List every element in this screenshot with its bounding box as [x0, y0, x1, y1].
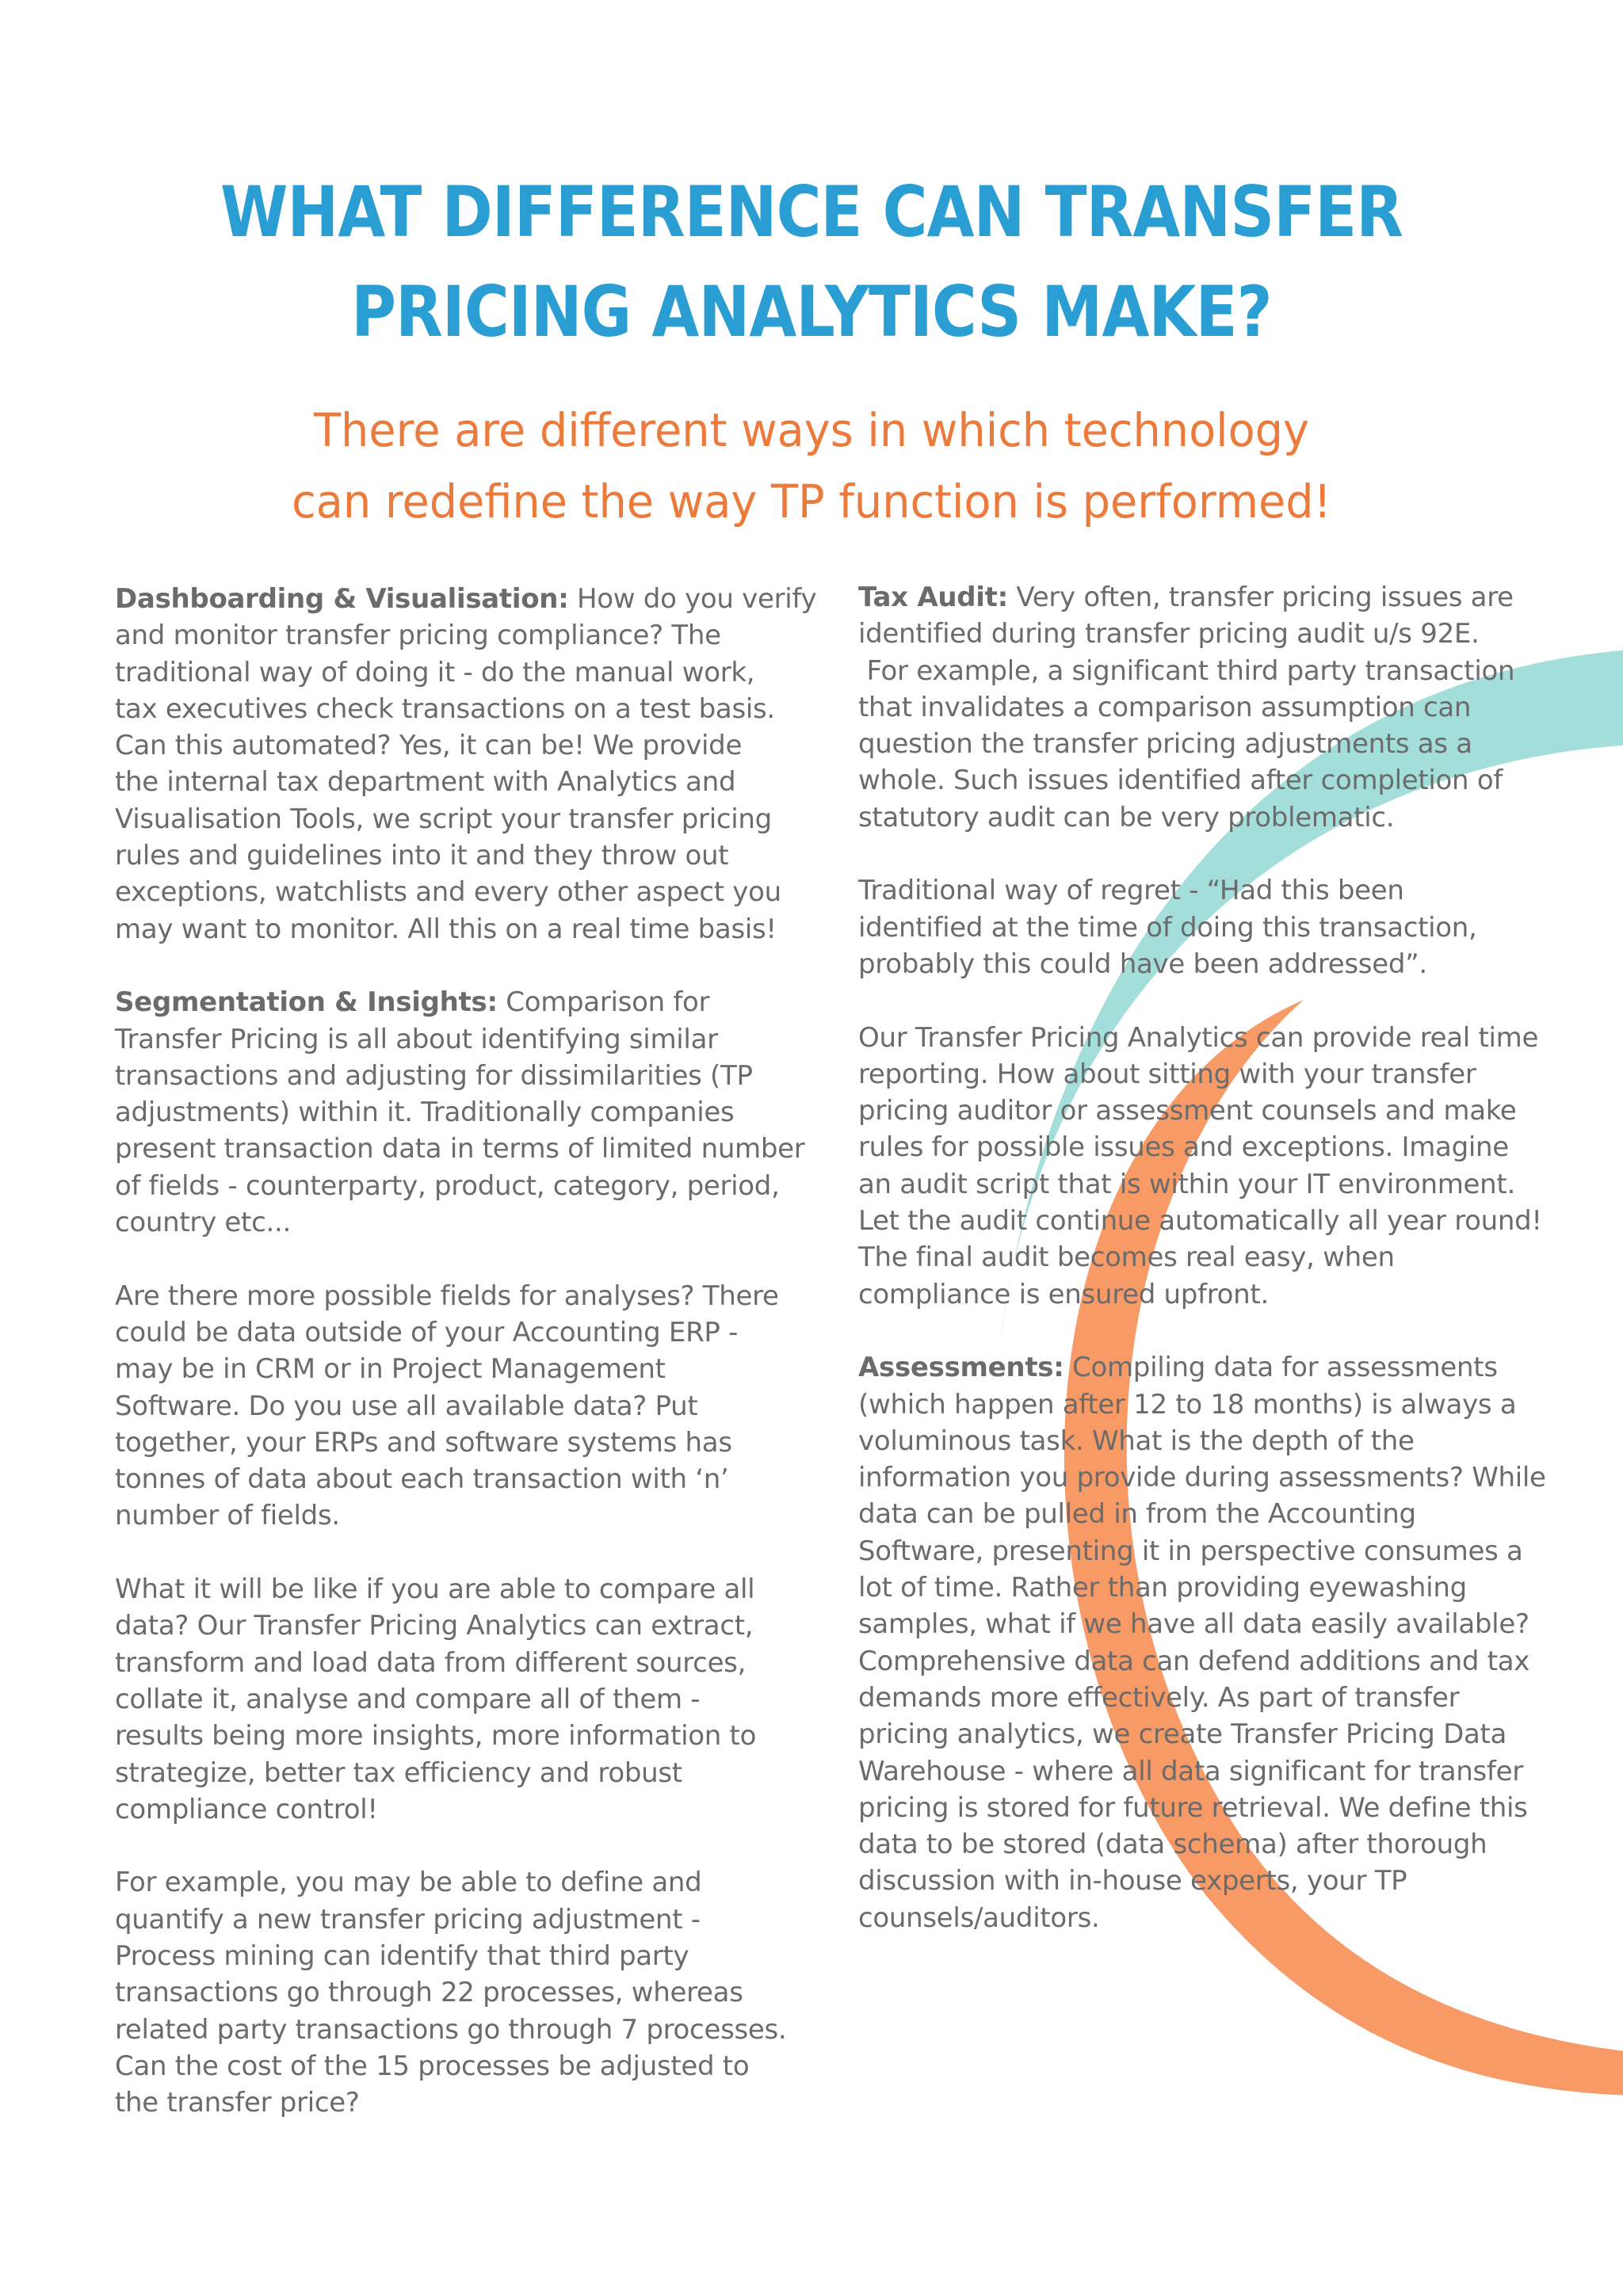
paragraph-text: How do you verify — [568, 583, 817, 615]
paragraph-line: probably this could have been addressed”. — [858, 948, 1427, 980]
paragraph-line: could be data outside of your Accounting ERP - — [115, 1316, 739, 1348]
paragraph-line: statutory audit can be very problematic. — [858, 801, 1395, 833]
paragraph-line: the internal tax department with Analytics and — [115, 766, 736, 799]
paragraph-line: rules for possible issues and exceptions. Imagine — [858, 1131, 1509, 1164]
paragraph-line: (which happen after 12 to 18 months) is always a — [858, 1388, 1517, 1421]
paragraph-line: may want to monitor. All this on a real time basis! — [115, 913, 777, 945]
paragraph-line: voluminous task. What is the depth of the — [858, 1425, 1415, 1457]
paragraph-line: rules and guidelines into it and they throw out — [115, 840, 729, 872]
paragraph-line: Traditional way of regret - “Had this been — [858, 875, 1404, 907]
segmentation-label: Segmentation & Insights: — [115, 986, 498, 1019]
real-time-paragraph — [858, 1020, 1571, 1313]
paragraph-line: related party transactions go through 7 processes. — [115, 2013, 787, 2046]
page-title — [0, 162, 1623, 362]
example-paragraph — [115, 1864, 804, 2121]
paragraph-line: country etc... — [115, 1207, 291, 1239]
tax-audit-paragraph — [858, 579, 1571, 836]
paragraph-line: collate it, analyse and compare all of them - — [115, 1683, 701, 1715]
paragraph-text: Comparison for — [497, 986, 710, 1019]
paragraph-line: For example, a significant third party transaction — [858, 654, 1515, 687]
paragraph-line: tax executives check transactions on a test basis. — [115, 692, 775, 725]
paragraph-line: For example, you may be able to define and — [115, 1867, 702, 1899]
paragraph-line: the transfer price? — [115, 2087, 360, 2119]
paragraph-line: transform and load data from different sources, — [115, 1646, 747, 1679]
paragraph-line: counsels/auditors. — [858, 1901, 1100, 1934]
paragraph-line: Let the audit continue automatically all year round! — [858, 1205, 1542, 1238]
paragraph-line: identified during transfer pricing audit u/s 92E. — [858, 618, 1480, 650]
paragraph-line: strategize, better tax efficiency and robust — [115, 1756, 682, 1789]
paragraph-line: data can be pulled in from the Accounting — [858, 1498, 1416, 1531]
paragraph-line — [115, 984, 804, 1020]
paragraph-line: that invalidates a comparison assumption can — [858, 691, 1472, 723]
left-column — [115, 581, 817, 2158]
paragraph-line: tonnes of data about each transaction with ‘n’ — [115, 1463, 729, 1496]
paragraph-line: Our Transfer Pricing Analytics can provide real time — [858, 1021, 1539, 1054]
paragraph-line: What it will be like if you are able to compare all — [115, 1573, 755, 1606]
paragraph-line: Software. Do you use all available data? Put — [115, 1390, 698, 1422]
paragraph-line: transactions and adjusting for dissimilarities (TP — [115, 1059, 753, 1092]
paragraph-line: number of fields. — [115, 1500, 340, 1532]
paragraph-line: pricing auditor or assessment counsels and make — [858, 1095, 1517, 1127]
paragraph-line: Can this automated? Yes, it can be! We provide — [115, 730, 743, 762]
paragraph-line: Process mining can identify that third party — [115, 1939, 689, 1972]
paragraph-line: reporting. How about sitting with your transfer — [858, 1058, 1476, 1090]
paragraph-line: question the transfer pricing adjustments as a — [858, 728, 1472, 761]
paragraph-line: compliance is ensured upfront. — [858, 1278, 1269, 1310]
paragraph-line: pricing is stored for future retrieval. We define this — [858, 1791, 1528, 1824]
paragraph-line: The final audit becomes real easy, when — [858, 1241, 1395, 1274]
page-subtitle — [0, 395, 1623, 537]
paragraph-line: identified at the time of doing this transaction, — [858, 911, 1477, 944]
paragraph-line — [858, 1349, 1571, 1386]
paragraph-line: samples, what if we have all data easily available? — [858, 1608, 1529, 1641]
title-line-2: PRICING ANALYTICS MAKE? — [351, 271, 1272, 353]
paragraph-line: traditional way of doing it - do the manual work, — [115, 656, 755, 688]
paragraph-line: an audit script that is within your IT environment. — [858, 1168, 1515, 1200]
dashboarding-paragraph — [115, 581, 817, 948]
paragraph-line: Comprehensive data can defend additions and tax — [858, 1645, 1530, 1677]
paragraph-line: data to be stored (data schema) after thorough — [858, 1829, 1487, 1861]
paragraph-text: Compiling data for assessments — [1064, 1352, 1498, 1384]
assessments-label: Assessments: — [858, 1352, 1064, 1384]
paragraph-line: together, your ERPs and software systems has — [115, 1426, 732, 1459]
paragraph-line: pricing analytics, we create Transfer Pricing Data — [858, 1718, 1507, 1751]
paragraph-line: Are there more possible fields for analyses? There — [115, 1280, 779, 1312]
title-line-1: WHAT DIFFERENCE CAN TRANSFER — [220, 171, 1403, 253]
dashboarding-label: Dashboarding & Visualisation: — [115, 583, 569, 615]
paragraph-line: may be in CRM or in Project Management — [115, 1353, 666, 1386]
paragraph-line: results being more insights, more information to — [115, 1720, 757, 1753]
paragraph-line: of fields - counterparty, product, category, period, — [115, 1169, 780, 1202]
compare-all-paragraph — [115, 1571, 804, 1828]
paragraph-line: present transaction data in terms of limited number — [115, 1133, 805, 1165]
paragraph-line: Software, presenting it in perspective consumes a — [858, 1535, 1523, 1567]
paragraph-line: quantify a new transfer pricing adjustment - — [115, 1903, 701, 1936]
segmentation-paragraph — [115, 984, 804, 1241]
paragraph-line: transactions go through 22 processes, whereas — [115, 1977, 743, 2009]
assessments-paragraph — [858, 1349, 1571, 1936]
paragraph-line: and monitor transfer pricing compliance? The — [115, 620, 721, 652]
paragraph-line: information you provide during assessments? While — [858, 1462, 1546, 1494]
regret-paragraph — [858, 872, 1571, 982]
paragraph-line: whole. Such issues identified after completion of — [858, 765, 1503, 797]
right-column — [858, 579, 1571, 1973]
paragraph-line: discussion with in-house experts, your TP — [858, 1865, 1407, 1897]
paragraph-line: exceptions, watchlists and every other aspect you — [115, 876, 781, 909]
paragraph-line: Warehouse - where all data significant for transfer — [858, 1755, 1523, 1787]
paragraph-line: Can the cost of the 15 processes be adjusted to — [115, 2050, 750, 2082]
paragraph-line: adjustments) within it. Traditionally companies — [115, 1097, 735, 1129]
subtitle-line-1: There are different ways in which technology — [314, 403, 1309, 457]
paragraph-text: Very often, transfer pricing issues are — [1007, 582, 1514, 613]
paragraph-line: Transfer Pricing is all about identifying similar — [115, 1023, 718, 1055]
more-fields-paragraph — [115, 1278, 804, 1535]
tax-audit-label: Tax Audit: — [858, 582, 1008, 613]
paragraph-line: data? Our Transfer Pricing Analytics can extract, — [115, 1610, 754, 1642]
paragraph-line: lot of time. Rather than providing eyewashing — [858, 1572, 1467, 1604]
paragraph-line: Visualisation Tools, we script your transfer pricing — [115, 803, 772, 835]
paragraph-line — [858, 579, 1571, 616]
subtitle-line-2: can redefine the way TP function is performed! — [292, 475, 1331, 528]
paragraph-line — [115, 581, 817, 617]
paragraph-line: compliance control! — [115, 1793, 378, 1825]
paragraph-line: demands more effectively. As part of transfer — [858, 1681, 1460, 1714]
